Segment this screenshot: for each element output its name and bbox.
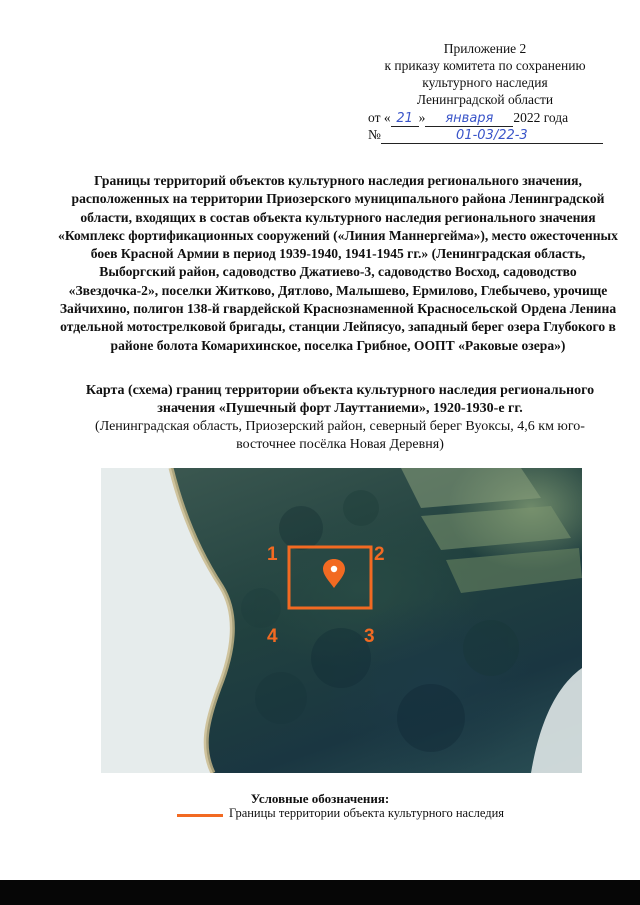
- order-number: [368, 127, 618, 144]
- number-value: 01-03/22-3: [381, 128, 603, 144]
- corner-label-3: 3: [364, 626, 375, 647]
- scan-edge: [0, 880, 640, 905]
- field-strips: [401, 468, 582, 593]
- map-overlay: [101, 468, 582, 773]
- date-suffix: 2022 года: [513, 110, 569, 125]
- corner-label-1: 1: [267, 544, 278, 565]
- water-right: [531, 668, 582, 773]
- map-heading-location: (Ленинградская область, Приозерский район, северный берег Вуоксы, 4,6 км юго-восточнее посёлка Новая Деревня): [95, 419, 585, 452]
- date-mid: »: [418, 110, 426, 125]
- appendix-block: [360, 40, 610, 108]
- document-title: Границы территорий объектов культурного наследия регионального значения, расположенных на территории Приозерского муниципального района Ленинградской области, входящих в состав объекта культурного наследия регионального значения «Комплекс фортификационных сооружений («Линия Маннергейма»), место ожесточенных боев Красной Армии в период 1939-1940, 1941-1945 гг.» (Ленинградская область, Выборгский район, садоводство Джатиево-3, садоводство Восход, садоводство «Звездочка-2», поселки Житково, Дятлово, Малышево, Ермилово, Глебычево, урочище Зайчихино, полигон 138-й гвардейской Краснознаменной Красносельской Ордена Ленина отдельной мотострелковой бригады, станции Лейпясуо, западный берег озера Глубокого в районе болота Комарихинское, поселка Грибное, ООПТ «Раковые озера»): [58, 173, 618, 353]
- number-label: №: [368, 127, 381, 142]
- date-prefix: от «: [368, 110, 391, 125]
- order-date: [368, 110, 618, 127]
- legend-line-swatch: [177, 814, 223, 817]
- map-heading: [70, 382, 610, 454]
- legend-title: Условные обозначения:: [250, 791, 390, 806]
- legend-item: [177, 806, 504, 821]
- appendix-line: к приказу комитета по сохранению: [384, 58, 586, 73]
- satellite-map: [101, 468, 582, 773]
- corner-label-2: 2: [374, 544, 385, 565]
- corner-label-4: 4: [267, 626, 278, 647]
- appendix-line: Приложение 2: [443, 41, 527, 56]
- date-month: января: [425, 111, 513, 127]
- map-heading-bold: Карта (схема) границ территории объекта культурного наследия регионального значения «Пушечный форт Лауттаниеми», 1920-1930-е гг.: [85, 383, 595, 416]
- location-pin-icon: [323, 559, 345, 588]
- legend-item-label: Границы территории объекта культурного наследия: [229, 806, 505, 820]
- appendix-line: культурного наследия: [422, 75, 548, 90]
- lake-area: [101, 468, 232, 773]
- date-day: 21: [391, 111, 419, 127]
- appendix-line: Ленинградской области: [416, 92, 554, 107]
